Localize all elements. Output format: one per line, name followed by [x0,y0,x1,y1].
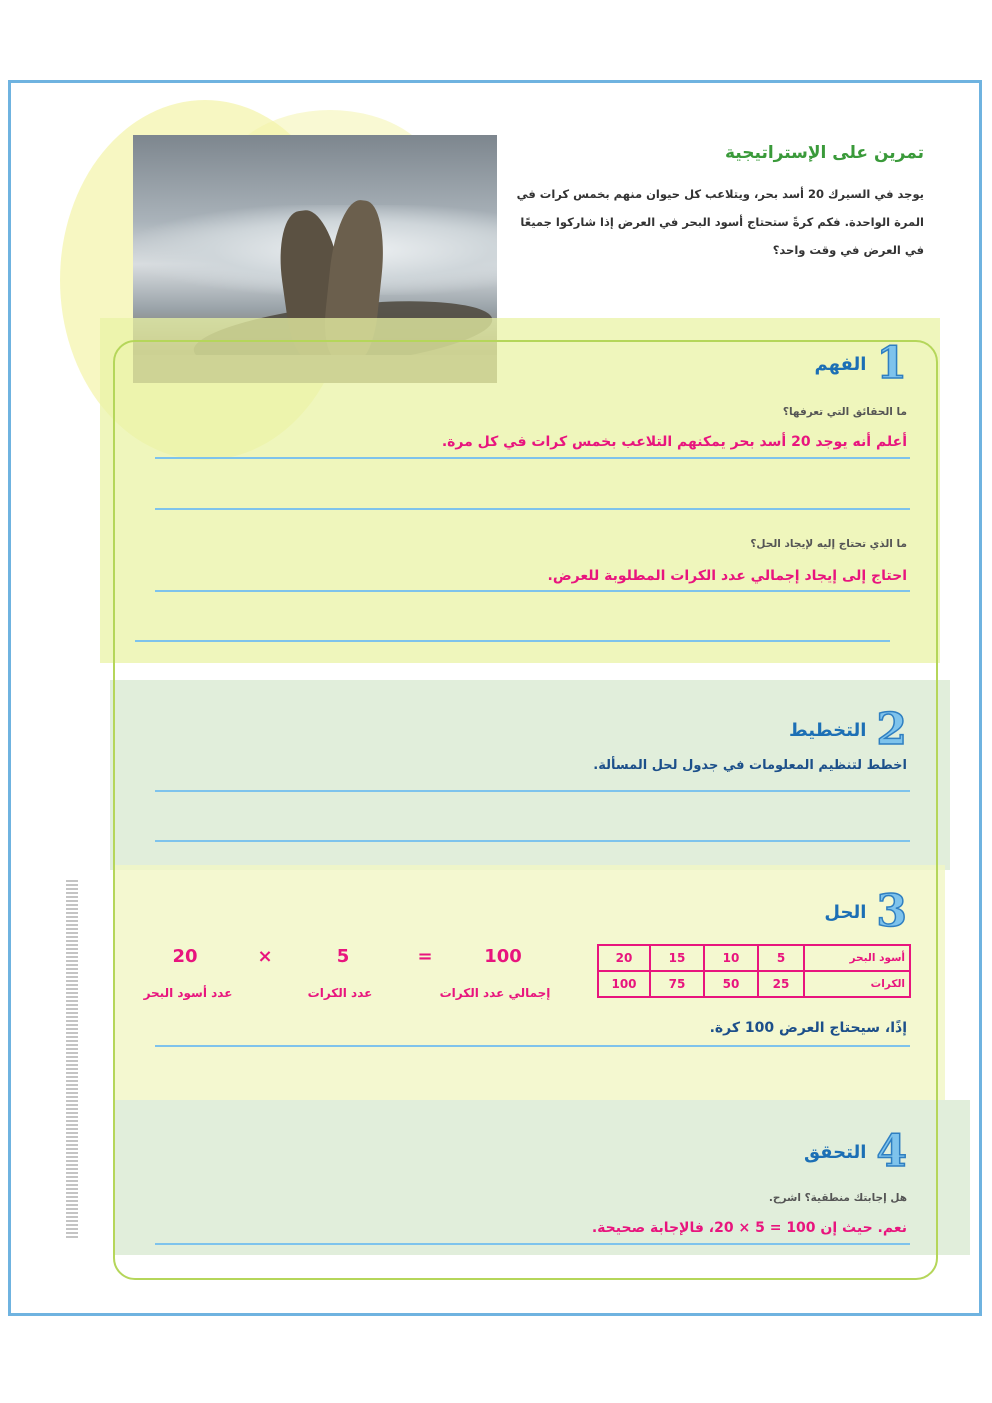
answer-line [155,1045,910,1047]
step2-title: التخطيط [788,719,867,741]
answer-line [155,508,910,510]
step2-header [788,704,907,755]
step4-header [803,1126,907,1177]
step1-number: 1 [876,338,907,389]
problem-statement: يوجد في السيرك 20 أسد بحر، ويتلاعب كل حيوان منهم بخمس كرات في المرة الواحدة. فكم كرةً ستحتاج أسود البحر في العرض إذا شاركوا جميعًا في العرض في وقت واحد؟ [516,187,924,257]
table-cell: 25 [758,971,804,997]
answer-line [135,640,890,642]
answer-line [155,1243,910,1245]
table-cell: 5 [758,945,804,971]
step4-question: هل إجابتك منطقية؟ اشرح. [768,1192,907,1204]
table-row-label: أسود البحر [804,945,910,971]
step2-text: اخطط لتنظيم المعلومات في جدول لحل المسألة. [593,758,907,773]
step4-answer: نعم. حيث إن 100 = 5 × 20، فالإجابة صحيحة. [591,1220,907,1236]
step1-question1: ما الحقائق التي تعرفها؟ [782,406,907,418]
table-row-label: الكرات [804,971,910,997]
step1-answer2: احتاج إلى إيجاد إجمالي عدد الكرات المطلوبة للعرض. [547,568,907,584]
step3-answer: إذًا، سيحتاج العرض 100 كرة. [709,1020,907,1036]
step1-title: الفهم [814,353,867,375]
table-row [598,945,910,971]
answer-line [155,840,910,842]
step1-header [814,338,907,389]
equation-equals: = [417,946,433,967]
table-cell: 10 [704,945,758,971]
equation-label-b: عدد الكرات [307,986,373,1000]
step1-answer1: أعلم أنه يوجد 20 أسد بحر يمكنهم التلاعب بخمس كرات في كل مرة. [441,434,907,450]
table-cell: 20 [598,945,650,971]
step4-title: التحقق [803,1141,867,1163]
solution-table [597,944,911,998]
table-cell: 50 [704,971,758,997]
equation-b: 5 [336,946,350,967]
step2-number: 2 [876,704,907,755]
step3-header [824,886,907,937]
equation-label-a: عدد أسود البحر [143,986,233,1000]
equation-times: × [257,946,273,967]
answer-line [155,590,910,592]
step3-number: 3 [876,886,907,937]
copyright-sidebar [66,880,78,1240]
page-title: تمرين على الإستراتيجية [725,143,924,163]
equation-label-c: إجمالي عدد الكرات [439,986,551,1000]
step3-title: الحل [824,901,867,923]
table-row [598,971,910,997]
table-cell: 15 [650,945,704,971]
equation-a: 20 [172,946,198,967]
answer-line [155,457,910,459]
step1-question2: ما الذي تحتاج إليه لإيجاد الحل؟ [750,538,907,550]
step4-number: 4 [876,1126,907,1177]
table-cell: 100 [598,971,650,997]
table-cell: 75 [650,971,704,997]
answer-line [155,790,910,792]
equation-c: 100 [484,946,522,967]
